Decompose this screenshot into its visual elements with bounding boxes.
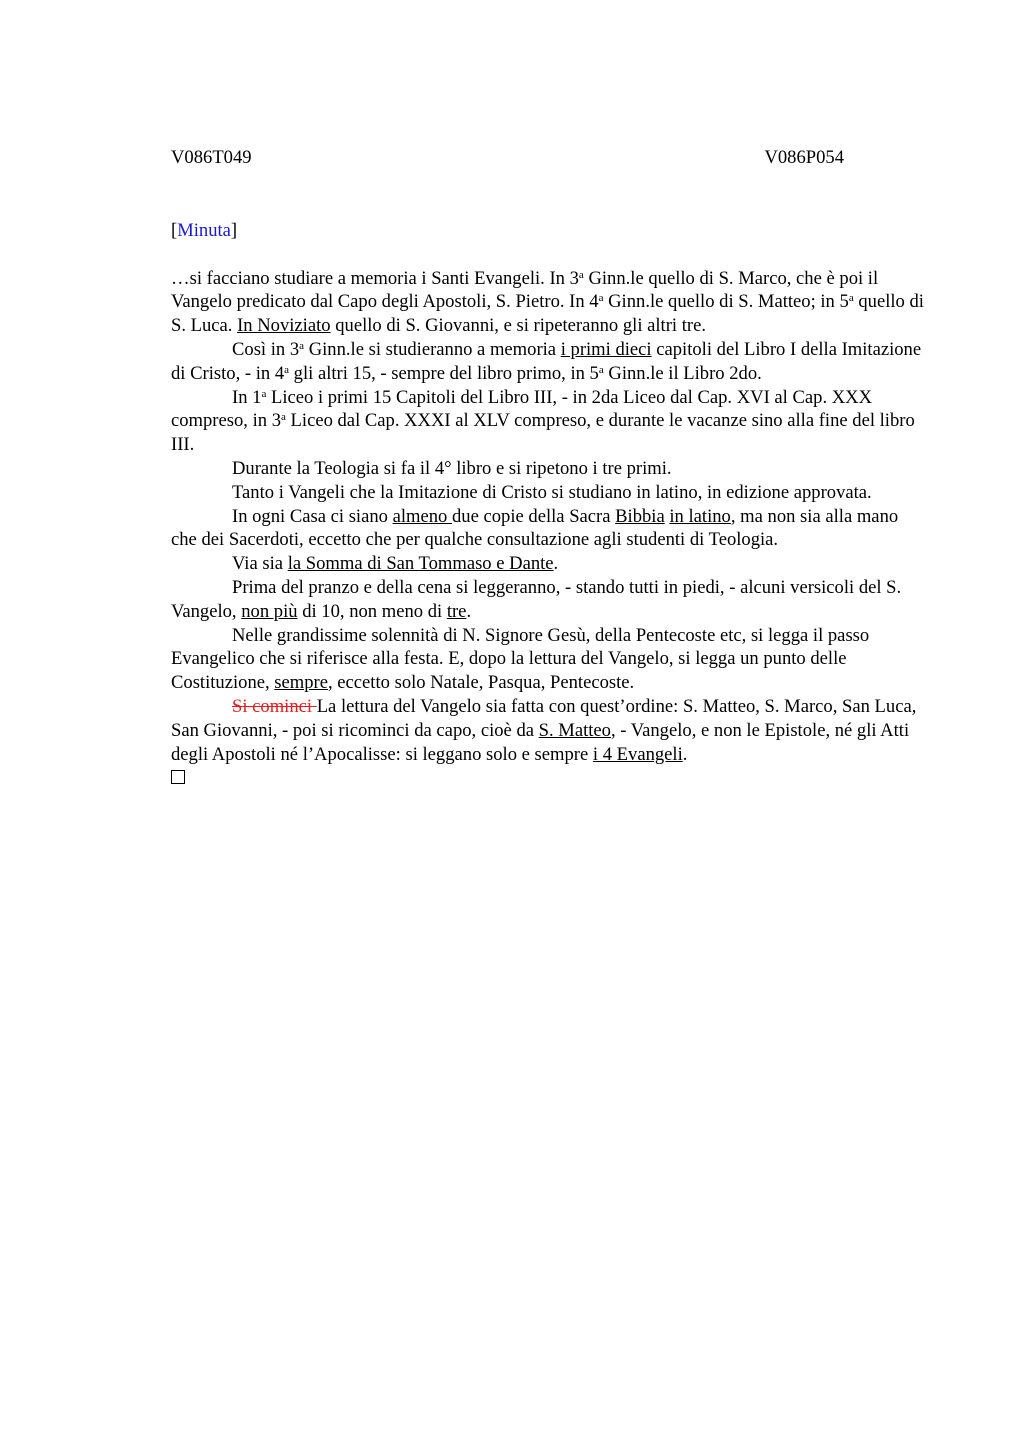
label-text: Minuta	[177, 219, 231, 241]
text: Ginn.le quello di S. Marco, che è poi il Vangelo predicato dal Capo degli Apostoli, S. Pietro. In 4	[171, 267, 879, 313]
superscript: a	[261, 387, 267, 400]
text: La lettura del Vangelo sia fatta con quest’ordine: S. Matteo, S. Marco, San Luca, San Giovanni, - poi si ricominci da capo, cioè da	[171, 695, 917, 741]
paragraph-4: Durante la Teologia si fa il 4° libro e si ripetono i tre primi.	[232, 457, 672, 479]
underlined-text: Bibbia	[615, 505, 665, 527]
superscript: a	[284, 363, 290, 376]
text: In ogni Casa ci siano	[232, 505, 393, 527]
text: , ma non sia alla mano che dei Sacerdoti, eccetto che per qualche consultazione agli studenti di Teologia.	[171, 505, 899, 551]
paragraph-9	[171, 624, 926, 695]
text: , - Vangelo, e non le Epistole, né gli Atti degli Apostoli né l’Apocalisse: si leggano solo e sempre	[171, 719, 910, 765]
left-code: V086T049	[171, 147, 252, 168]
square-icon	[171, 770, 185, 784]
underlined-text: i 4 Evangeli	[592, 743, 683, 765]
text: Ginn.le si studieranno a memoria	[304, 338, 561, 360]
text: .	[553, 553, 559, 575]
text: due copie della Sacra	[452, 505, 616, 527]
superscript: a	[848, 292, 854, 305]
underlined-text: S. Matteo	[538, 719, 611, 741]
text: Liceo dal Cap. XXXI al XLV compreso, e durante le vacanze sino alla fine del libro III.	[171, 410, 915, 456]
underlined-text: sempre	[274, 672, 328, 694]
right-code: V086P054	[764, 147, 844, 168]
paragraph-1	[171, 267, 926, 338]
text: Liceo i primi 15 Capitoli del Libro III, - in 2da Liceo dal Cap. XVI al Cap. XXX compreso, in 3	[171, 386, 873, 432]
superscript: a	[281, 411, 286, 424]
text: Così in 3	[232, 338, 300, 360]
text: Nelle grandissime solennità di N. Signore Gesù, della Pentecoste etc, si legga il passo Evangelico che si riferisce alla festa. E, dopo la lettura del Vangelo, si legga un punto delle Costituzione,	[171, 624, 870, 694]
text: quello di S. Luca.	[171, 291, 924, 337]
paragraph-3	[171, 386, 926, 457]
text: , eccetto solo Natale, Pasqua, Pentecoste.	[328, 672, 635, 694]
text: gli altri 15, - sempre del libro primo, in 5	[289, 362, 599, 384]
paragraph-8	[171, 576, 926, 624]
underlined-text: almeno	[392, 505, 452, 527]
underlined-text: tre	[446, 600, 467, 622]
underlined-text: In Noviziato	[237, 315, 331, 337]
document-body	[171, 267, 926, 792]
text: In 1	[232, 386, 262, 408]
minuta-label	[171, 219, 926, 243]
text: capitoli del Libro I della Imitazione di Cristo, - in 4	[171, 338, 922, 384]
text: di 10, non meno di	[297, 600, 447, 622]
document-page	[171, 146, 926, 791]
superscript: a	[299, 339, 305, 352]
deleted-text: Si cominci	[232, 695, 317, 717]
text: quello di S. Giovanni, e si ripeteranno gli altri tre.	[330, 315, 706, 337]
label-open: [	[171, 219, 178, 241]
text: …si facciano studiare a memoria i Santi Evangeli. In 3	[171, 267, 579, 289]
superscript: a	[598, 363, 604, 376]
end-marker	[171, 766, 926, 791]
header	[171, 146, 844, 170]
text: Via sia	[232, 553, 288, 575]
text: .	[466, 600, 472, 622]
paragraph-10	[171, 695, 926, 766]
underlined-text: in latino	[669, 505, 731, 527]
text: Ginn.le quello di S. Matteo; in 5	[603, 291, 849, 313]
underlined-text: la Somma di San Tommaso e Dante	[287, 553, 554, 575]
text: Prima del pranzo e della cena si leggeranno, - stando tutti in piedi, - alcuni versicoli del S. Vangelo,	[171, 576, 902, 622]
paragraph-5: Tanto i Vangeli che la Imitazione di Cristo si studiano in latino, in edizione approvata.	[232, 481, 872, 503]
superscript: a	[578, 268, 584, 281]
underlined-text: non più	[241, 600, 298, 622]
paragraph-6	[171, 505, 926, 553]
label-close: ]	[230, 219, 238, 241]
underlined-text: i primi dieci	[560, 338, 652, 360]
paragraph-7	[171, 552, 926, 576]
text: Ginn.le il Libro 2do.	[603, 362, 762, 384]
paragraph-2	[171, 338, 926, 386]
superscript: a	[598, 292, 604, 305]
text: .	[682, 743, 688, 765]
